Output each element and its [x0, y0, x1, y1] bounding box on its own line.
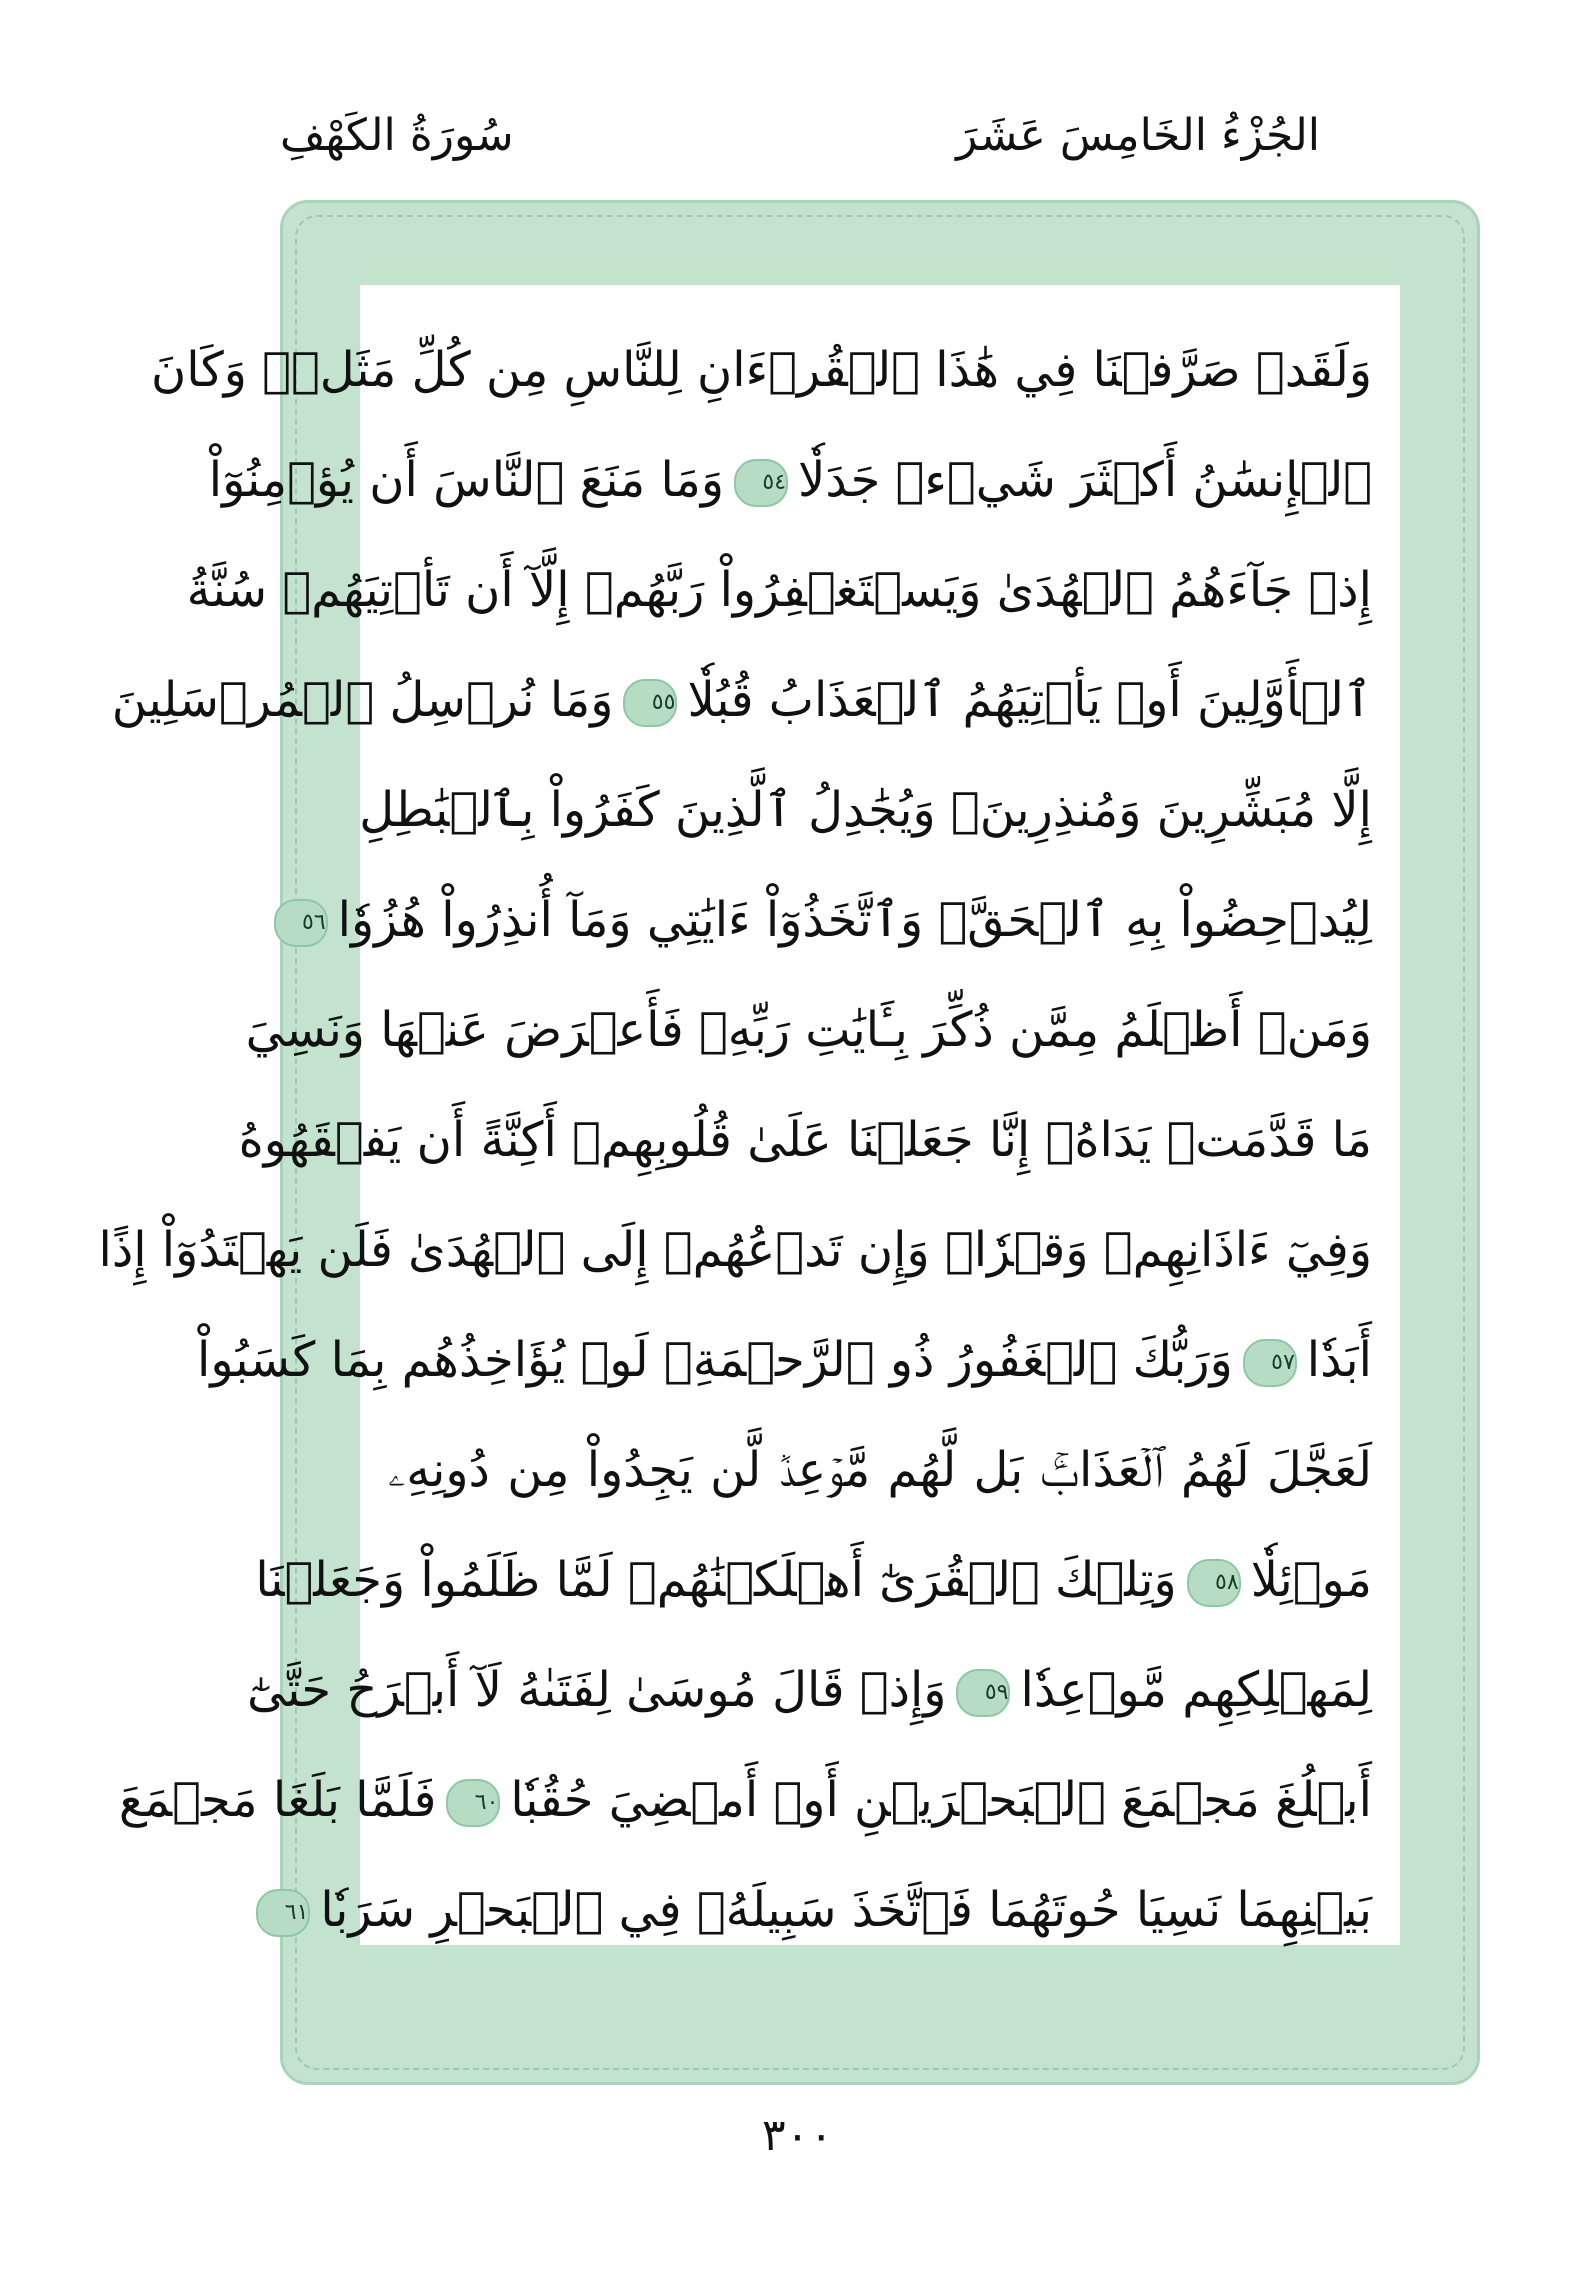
page-number: ٣٠٠: [762, 2110, 833, 2161]
ayah-number-marker: ٥٤: [734, 459, 788, 507]
surah-title: سُورَةُ الكَهْفِ: [280, 110, 514, 161]
text-line: [151, 315, 1372, 425]
ayah-number-marker: ٦٠: [446, 1779, 500, 1827]
line-text: وَتِلۡكَ ٱلۡقُرَىٰٓ أَهۡلَكۡنَٰهُمۡ لَمَّا ظَلَمُواْ وَجَعَلۡنَا: [255, 1552, 1177, 1608]
line-text: ٱلۡإِنسَٰنُ أَكۡثَرَ شَيۡءٖ جَدَلٗا: [798, 452, 1372, 508]
text-line: [359, 755, 1372, 865]
line-text: لِمَهۡلِكِهِم مَّوۡعِدٗا: [1020, 1662, 1372, 1718]
line-text: لِيُدۡحِضُواْ بِهِ ٱلۡحَقَّۖ وَٱتَّخَذُوٓاْ ءَايَٰتِي وَمَآ أُنذِرُواْ هُزُوٗا: [337, 892, 1372, 948]
text-line: [255, 1525, 1372, 1635]
text-line: [238, 1085, 1372, 1195]
text-line: [208, 425, 1372, 535]
line-text: وَمَا مَنَعَ ٱلنَّاسَ أَن يُؤۡمِنُوٓاْ: [208, 452, 725, 508]
line-text: وَلَقَدۡ صَرَّفۡنَا فِي هَٰذَا ٱلۡقُرۡءَانِ لِلنَّاسِ مِن كُلِّ مَثَلٖۚ وَكَانَ: [151, 342, 1372, 398]
line-text: أَبۡلُغَ مَجۡمَعَ ٱلۡبَحۡرَيۡنِ أَوۡ أَمۡضِيَ حُقُبٗا: [510, 1772, 1372, 1828]
line-text: وَمَنۡ أَظۡلَمُ مِمَّن ذُكِّرَ بِـَٔايَٰتِ رَبِّهِۦ فَأَعۡرَضَ عَنۡهَا وَنَسِيَ: [245, 1002, 1372, 1058]
text-line: [284, 1855, 1372, 1965]
line-text: مَوۡئِلٗا: [1250, 1552, 1372, 1608]
line-text: فَلَمَّا بَلَغَا مَجۡمَعَ: [118, 1772, 437, 1828]
line-text: وَإِذۡ قَالَ مُوسَىٰ لِفَتَىٰهُ لَآ أَبۡرَحُ حَتَّىٰٓ: [246, 1662, 947, 1718]
line-text: إِذۡ جَآءَهُمُ ٱلۡهُدَىٰ وَيَسۡتَغۡفِرُواْ رَبَّهُمۡ إِلَّآ أَن تَأۡتِيَهُمۡ سُنَّةُ: [186, 562, 1372, 618]
ayah-number-marker: ٥٧: [1243, 1339, 1297, 1387]
line-text: ٱلۡأَوَّلِينَ أَوۡ يَأۡتِيَهُمُ ٱلۡعَذَابُ قُبُلٗا: [687, 672, 1372, 728]
juz-title: الجُزْءُ الخَامِسَ عَشَرَ: [956, 110, 1320, 161]
page-header: [280, 110, 1320, 190]
line-text: إِلَّا مُبَشِّرِينَ وَمُنذِرِينَۚ وَيُجَٰدِلُ ٱلَّذِينَ كَفَرُواْ بِٱلۡبَٰطِلِ: [359, 782, 1372, 838]
text-line: [245, 975, 1372, 1085]
line-text: لَعَجَّلَ لَهُمُ ٱلۡعَذَابَۚ بَل لَّهُم مَّوۡعِدٞ لَّن يَجِدُواْ مِن دُونِهِۦ: [388, 1442, 1372, 1498]
quran-text-panel: [98, 285, 1400, 1945]
ayah-number-marker: ٦١: [256, 1889, 310, 1937]
line-text: وَمَا نُرۡسِلُ ٱلۡمُرۡسَلِينَ: [111, 672, 614, 728]
text-line: [388, 1415, 1372, 1525]
text-line: [246, 1635, 1372, 1745]
line-text: بَيۡنِهِمَا نَسِيَا حُوتَهُمَا فَٱتَّخَذَ سَبِيلَهُۥ فِي ٱلۡبَحۡرِ سَرَبٗا: [320, 1882, 1372, 1938]
line-text: وَفِيٓ ءَاذَانِهِمۡ وَقۡرٗاۖ وَإِن تَدۡعُهُمۡ إِلَى ٱلۡهُدَىٰ فَلَن يَهۡتَدُوٓاْ إِذًا: [98, 1222, 1372, 1278]
line-text: مَا قَدَّمَتۡ يَدَاهُۚ إِنَّا جَعَلۡنَا عَلَىٰ قُلُوبِهِمۡ أَكِنَّةً أَن يَفۡقَهُوهُ: [238, 1112, 1372, 1168]
ayah-number-marker: ٥٩: [956, 1669, 1010, 1717]
line-text: أَبَدٗا: [1306, 1332, 1372, 1388]
text-line: [118, 1745, 1372, 1855]
ayah-number-marker: ٥٥: [623, 679, 677, 727]
text-line: [98, 1195, 1372, 1305]
text-line: [197, 1305, 1372, 1415]
text-line: [111, 645, 1372, 755]
text-line: [186, 535, 1372, 645]
text-line: [302, 865, 1372, 975]
ayah-number-marker: ٥٦: [274, 899, 328, 947]
line-text: وَرَبُّكَ ٱلۡغَفُورُ ذُو ٱلرَّحۡمَةِۖ لَوۡ يُؤَاخِذُهُم بِمَا كَسَبُواْ: [197, 1332, 1233, 1388]
ayah-number-marker: ٥٨: [1187, 1559, 1241, 1607]
